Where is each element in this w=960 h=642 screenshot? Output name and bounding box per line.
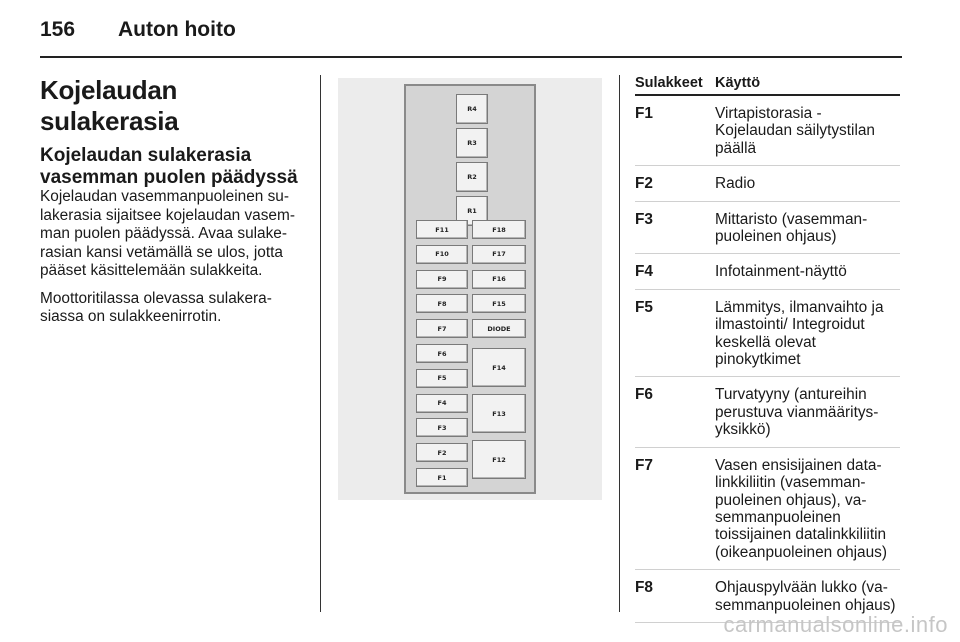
fuse-id: F4 (635, 263, 653, 281)
section-subtitle: Kojelaudan sulakerasia vasemman puolen päädyssä (40, 145, 298, 188)
chapter-title: Auton hoito (118, 18, 236, 41)
column-divider-left (320, 75, 321, 612)
fuse-usage: Infotainment-näyttö (715, 263, 847, 281)
paragraph-location: Kojelaudan vasemmanpuoleinen sulakerasia sijaitsee kojelaudan vasemman puolen päädyssä. Avaa sulakerasian kansi vetämällä se ulos, jotta pääset käsittelemään sulakkeita. (40, 188, 295, 280)
fuse-large: F14 (472, 348, 526, 387)
header-fuses: Sulakkeet (635, 75, 703, 91)
header-usage: Käyttö (715, 75, 761, 91)
left-column (40, 75, 308, 336)
table-row (635, 166, 900, 201)
fuse-left: F5 (416, 369, 468, 388)
fuse-id: F7 (635, 456, 653, 474)
page-header (40, 18, 236, 42)
fuse-left: F3 (416, 418, 468, 437)
fuse-usage: Mittaristo (vasemmanpuoleinen ohjaus) (715, 210, 868, 246)
page-number: 156 (40, 18, 76, 41)
fuse-left: F2 (416, 443, 468, 462)
fuse-right: F16 (472, 270, 526, 289)
fuse-usage: Ohjauspylvään lukko (vasemmanpuoleinen ohjaus) (715, 579, 896, 614)
fuse-id: F2 (635, 175, 653, 193)
fuse-table (635, 75, 900, 623)
fuse-left: F4 (416, 394, 468, 413)
table-row (635, 290, 900, 378)
fuse-usage: Virtapistorasia - Kojelaudan säilytystilan päällä (715, 105, 875, 157)
table-row (635, 377, 900, 447)
fuse-large: F13 (472, 394, 526, 433)
fuse-id: F8 (635, 579, 653, 597)
fuse-usage: Radio (715, 175, 756, 193)
table-row (635, 254, 900, 289)
fuse-id: F3 (635, 210, 653, 228)
fuse-left: F9 (416, 270, 468, 289)
fuse-left: F10 (416, 245, 468, 264)
table-row (635, 96, 900, 166)
fuse-large: F12 (472, 440, 526, 479)
fuse-left: F1 (416, 468, 468, 487)
fuse-left: F6 (416, 344, 468, 363)
fuse-right: F15 (472, 294, 526, 313)
fuse-right: F17 (472, 245, 526, 264)
fuse-box-diagram (404, 84, 536, 494)
watermark: carmanualsonline.info (723, 612, 948, 637)
table-row (635, 448, 900, 570)
fuse-usage: Lämmitys, ilmanvaihto ja ilmastointi/ Integroidut keskellä olevat pinokytkimet (715, 298, 884, 369)
relay: R4 (456, 94, 488, 124)
fuse-right: DIODE (472, 319, 526, 338)
table-row (635, 202, 900, 255)
fuse-usage: Vasen ensisijainen datalinkkiliitin (vasemmanpuoleinen ohjaus), vasemmanpuoleinen toissijainen datalinkkiliitin (oikeanpuoleinen ohjaus) (715, 456, 887, 561)
paragraph-fuse-puller: Moottoritilassa olevassa sulakerasiassa on sulakkeenirrotin. (40, 289, 272, 326)
relay: R1 (456, 196, 488, 226)
fuse-left: F8 (416, 294, 468, 313)
relay: R2 (456, 162, 488, 192)
fuse-id: F6 (635, 386, 653, 404)
fuse-id: F1 (635, 105, 653, 122)
fuse-id: F5 (635, 298, 653, 316)
fuse-left: F11 (416, 220, 468, 239)
relay: R3 (456, 128, 488, 158)
fuse-left: F7 (416, 319, 468, 338)
table-header (635, 75, 900, 96)
fuse-right: F18 (472, 220, 526, 239)
header-rule (40, 56, 902, 58)
fuse-usage: Turvatyyny (antureihin perustuva vianmääritysyksikkö) (715, 386, 879, 439)
column-divider-right (619, 75, 620, 612)
section-title: Kojelaudan sulakerasia (40, 75, 179, 137)
